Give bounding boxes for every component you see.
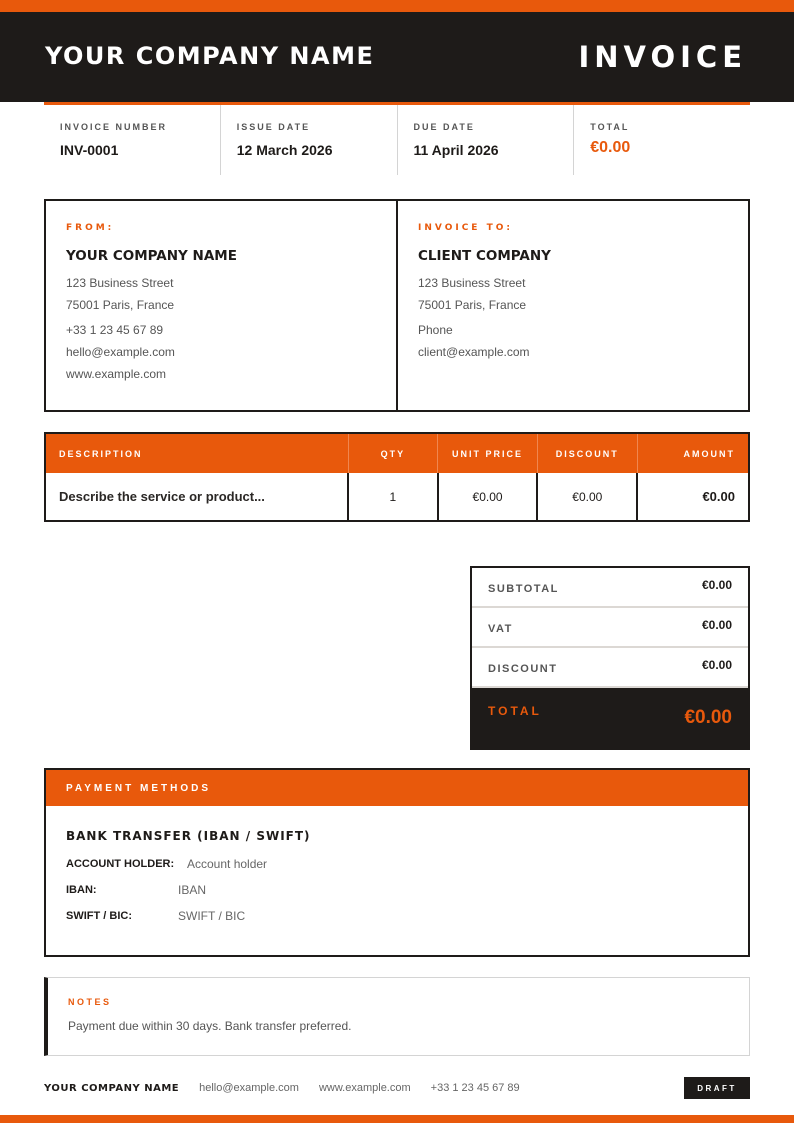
from-company-name: YOUR COMPANY NAME — [66, 248, 237, 264]
swift-row — [66, 910, 748, 922]
item-unit-price: €0.00 — [438, 473, 538, 521]
column-header-unit-price: UNIT PRICE — [438, 433, 538, 473]
from-phone: +33 1 23 45 67 89 — [66, 323, 164, 337]
header-company-name: YOUR COMPANY NAME — [45, 42, 375, 70]
meta-due-date — [397, 105, 574, 175]
invoice-to-label: INVOICE TO: — [418, 223, 513, 233]
bottom-accent-bar — [0, 1115, 794, 1123]
account-holder-label: ACCOUNT HOLDER: — [66, 858, 175, 870]
column-header-amount: AMOUNT — [637, 433, 749, 473]
item-discount: €0.00 — [537, 473, 637, 521]
iban-label: IBAN: — [66, 884, 97, 896]
issue-date-value: 12 March 2026 — [236, 142, 333, 158]
footer-email: hello@example.com — [199, 1082, 299, 1094]
invoice-to-block — [396, 201, 748, 410]
footer-website: www.example.com — [318, 1082, 411, 1094]
vat-value: €0.00 — [701, 618, 732, 632]
footer-phone: +33 1 23 45 67 89 — [430, 1082, 520, 1094]
table-row — [45, 473, 749, 521]
status-badge: DRAFT — [684, 1077, 750, 1099]
item-description: Describe the service or product... — [59, 489, 265, 504]
invoice-number-value: INV-0001 — [60, 142, 119, 158]
total-value: €0.00 — [590, 139, 631, 156]
swift-value: SWIFT / BIC — [178, 909, 246, 923]
from-label: FROM: — [66, 223, 115, 233]
from-address-line2: 75001 Paris, France — [66, 298, 175, 312]
column-header-description: DESCRIPTION — [45, 433, 348, 473]
discount-value: €0.00 — [701, 658, 732, 672]
client-address-line1: 123 Business Street — [418, 276, 526, 290]
payment-methods-section — [44, 768, 750, 957]
parties-section — [44, 199, 750, 412]
iban-row — [66, 884, 748, 896]
client-phone: Phone — [418, 323, 453, 337]
subtotal-row — [472, 568, 748, 608]
line-items-table — [44, 432, 750, 522]
from-block — [46, 201, 396, 410]
subtotal-label: SUBTOTAL — [488, 583, 559, 595]
notes-label: NOTES — [68, 997, 112, 1007]
top-accent-bar — [0, 0, 794, 12]
meta-label: INVOICE NUMBER — [60, 122, 168, 132]
notes-text: Payment due within 30 days. Bank transfer preferred. — [68, 1019, 352, 1033]
grand-total-value: €0.00 — [684, 707, 732, 728]
vat-row — [472, 608, 748, 648]
meta-invoice-number — [44, 105, 220, 175]
payment-methods-title: PAYMENT METHODS — [46, 770, 748, 806]
discount-label: DISCOUNT — [488, 663, 558, 675]
meta-issue-date — [220, 105, 397, 175]
invoice-header — [0, 12, 794, 102]
swift-label: SWIFT / BIC: — [66, 910, 132, 922]
subtotal-value: €0.00 — [701, 578, 732, 592]
account-holder-row — [66, 858, 748, 870]
footer-company-name: YOUR COMPANY NAME — [44, 1082, 180, 1094]
grand-total-row — [472, 688, 748, 748]
meta-label: DUE DATE — [413, 122, 475, 132]
table-header-row — [45, 433, 749, 473]
due-date-value: 11 April 2026 — [413, 142, 499, 158]
client-email: client@example.com — [418, 345, 530, 359]
meta-label: ISSUE DATE — [236, 122, 311, 132]
column-header-qty: QTY — [348, 433, 438, 473]
item-qty: 1 — [348, 473, 438, 521]
invoice-meta-strip — [44, 102, 750, 175]
page-footer — [44, 1077, 750, 1099]
item-amount: €0.00 — [637, 473, 749, 521]
totals-box — [470, 566, 750, 750]
grand-total-label: TOTAL — [488, 704, 542, 718]
from-email: hello@example.com — [66, 345, 175, 359]
document-title: INVOICE — [578, 40, 747, 74]
client-address-line2: 75001 Paris, France — [418, 298, 527, 312]
from-address-line1: 123 Business Street — [66, 276, 174, 290]
notes-section — [44, 977, 750, 1056]
discount-row — [472, 648, 748, 688]
column-header-discount: DISCOUNT — [537, 433, 637, 473]
meta-total — [573, 105, 750, 175]
iban-value: IBAN — [178, 883, 207, 897]
vat-label: VAT — [488, 623, 513, 635]
client-company-name: CLIENT COMPANY — [418, 248, 551, 264]
from-website: www.example.com — [66, 367, 167, 381]
meta-label: TOTAL — [590, 122, 630, 132]
payment-method-name: BANK TRANSFER (IBAN / SWIFT) — [66, 829, 311, 843]
account-holder-value: Account holder — [187, 857, 268, 871]
